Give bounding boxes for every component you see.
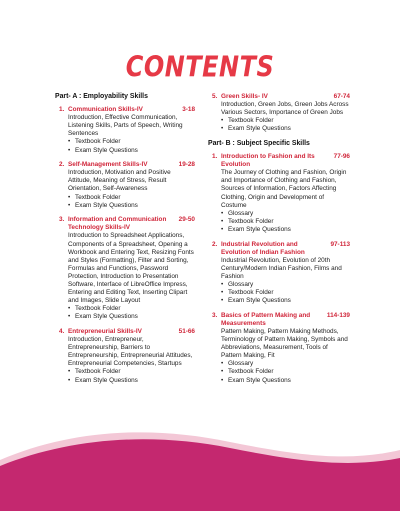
resource-item: • Exam Style Questions <box>221 377 350 385</box>
chapter-title-row <box>68 161 195 169</box>
chapter-number: 3. <box>212 311 218 319</box>
resource-item: • Textbook Folder <box>221 368 350 376</box>
chapter-description: Introduction, Green Jobs, Green Jobs Across Various Sectors, Importance of Green Jobs <box>221 101 349 117</box>
chapter-entry <box>55 161 195 210</box>
left-column <box>55 93 195 391</box>
chapter-resources <box>221 210 350 234</box>
chapter-title: Introduction to Fashion and Its Evolution <box>221 153 315 169</box>
chapter-entry <box>55 328 195 385</box>
chapter-title: Self-Management Skills-IV <box>68 161 148 169</box>
chapter-number: 4. <box>59 327 65 335</box>
chapter-pages: 77-96 <box>333 153 350 161</box>
chapter-title: Entrepreneurial Skills-IV <box>68 327 142 335</box>
resource-item: • Exam Style Questions <box>221 125 350 133</box>
chapter-description: Industrial Revolution, Evolution of 20th Century/Modern Indian Fashion, Films and Fashion <box>221 256 342 280</box>
chapter-number: 2. <box>59 161 65 169</box>
chapter-resources <box>68 305 195 321</box>
chapter-resources <box>221 360 350 384</box>
chapter-number: 3. <box>59 216 65 224</box>
resource-item: • Exam Style Questions <box>221 226 350 234</box>
chapter-description: Introduction to Spreadsheet Applications, Components of a Spreadsheet, Opening a Workbook and Entering Text, Resizing Fonts and Styles (Formatting), Filter and Sorting, Formulas and Functions, Password Protection, Introduction to Presentation Software, Interface of LibreOffice Impress, Entering and Editing Text, Inserting Clipart and Images, Slide Layout <box>68 232 194 305</box>
chapter-entry <box>208 153 350 234</box>
chapter-title-row <box>68 106 195 114</box>
resource-item: • Textbook Folder <box>68 305 195 313</box>
chapter-title: Basics of Pattern Making and Measurements <box>221 311 311 327</box>
resource-item: • Exam Style Questions <box>68 147 195 155</box>
part-b-heading: Part- B : Subject Specific Skills <box>208 139 310 147</box>
part-b-chapter-list <box>208 153 350 385</box>
part-a-chapter-list <box>55 106 195 385</box>
chapter-pages: 67-74 <box>333 93 350 100</box>
resource-item: • Textbook Folder <box>221 218 350 226</box>
decorative-wave <box>0 420 400 511</box>
chapter-title-row <box>221 153 350 169</box>
chapter-number: 5. <box>212 93 218 100</box>
chapter-resources <box>68 368 195 384</box>
chapter-title-row <box>68 328 195 336</box>
chapter-entry <box>55 106 195 155</box>
resource-item: • Textbook Folder <box>68 194 195 202</box>
chapter-title-row <box>68 216 195 232</box>
resource-item: • Exam Style Questions <box>68 313 195 321</box>
resource-item: • Textbook Folder <box>221 289 350 297</box>
chapter-resources <box>221 281 350 305</box>
chapter-pages: 97-113 <box>330 240 350 248</box>
chapter-pages: 19-28 <box>178 161 195 169</box>
chapter-title-row <box>221 241 350 257</box>
right-column <box>208 93 350 391</box>
resource-item: • Exam Style Questions <box>68 202 195 210</box>
chapter-entry <box>208 312 350 385</box>
part-a-continued-list <box>208 93 350 133</box>
chapter-pages: 114-139 <box>326 311 350 319</box>
chapter-resources <box>68 194 195 210</box>
wave-dark-band <box>0 439 400 511</box>
resource-item: • Exam Style Questions <box>221 297 350 305</box>
chapter-entry <box>208 241 350 306</box>
chapter-pages: 51-66 <box>178 327 195 335</box>
resource-item: • Textbook Folder <box>221 117 350 125</box>
chapter-entry <box>55 216 195 321</box>
chapter-number: 2. <box>212 240 218 248</box>
chapter-title: Industrial Revolution and Evolution of Indian Fashion <box>221 240 305 256</box>
resource-item: • Glossary <box>221 210 350 218</box>
chapter-entry <box>208 93 350 133</box>
chapter-title: Communication Skills-IV <box>68 106 143 114</box>
chapter-title: Information and Communication Technology Skills-IV <box>68 216 167 232</box>
chapter-number: 1. <box>59 106 65 114</box>
resource-item: • Exam Style Questions <box>68 377 195 385</box>
part-a-heading: Part- A : Employability Skills <box>55 93 148 100</box>
chapter-title-row <box>221 312 350 328</box>
resource-item: • Glossary <box>221 360 350 368</box>
resource-item: • Textbook Folder <box>68 138 195 146</box>
page-title: CONTENTS <box>125 50 275 84</box>
chapter-description: Introduction, Motivation and Positive Attitude, Meaning of Stress, Result Orientation, Self-Awareness <box>68 169 171 193</box>
chapter-pages: 3-18 <box>182 106 195 114</box>
chapter-resources <box>221 117 350 133</box>
chapter-resources <box>68 138 195 154</box>
chapter-description: The Journey of Clothing and Fashion, Origin and Importance of Clothing and Fashion, Sources of Information, Factors Affecting Clothing, Origin and Development of Costume <box>221 169 347 209</box>
chapter-description: Introduction, Effective Communication, Listening Skills, Parts of Speech, Writing Sentences <box>68 114 183 138</box>
chapter-pages: 29-50 <box>178 216 195 224</box>
chapter-title: Green Skills- IV <box>221 93 268 100</box>
resource-item: • Glossary <box>221 281 350 289</box>
chapter-title-row <box>221 93 350 101</box>
resource-item: • Textbook Folder <box>68 368 195 376</box>
chapter-description: Introduction, Entrepreneur, Entrepreneurship, Barriers to Entrepreneurship, Entrepreneurial Attitudes, Entrepreneurial Competencies, Startups <box>68 336 193 368</box>
chapter-number: 1. <box>212 153 218 161</box>
chapter-description: Pattern Making, Pattern Making Methods, Terminology of Pattern Making, Symbols and Abbreviations, Measurement, Tools of Pattern Making, Fit <box>221 327 348 360</box>
